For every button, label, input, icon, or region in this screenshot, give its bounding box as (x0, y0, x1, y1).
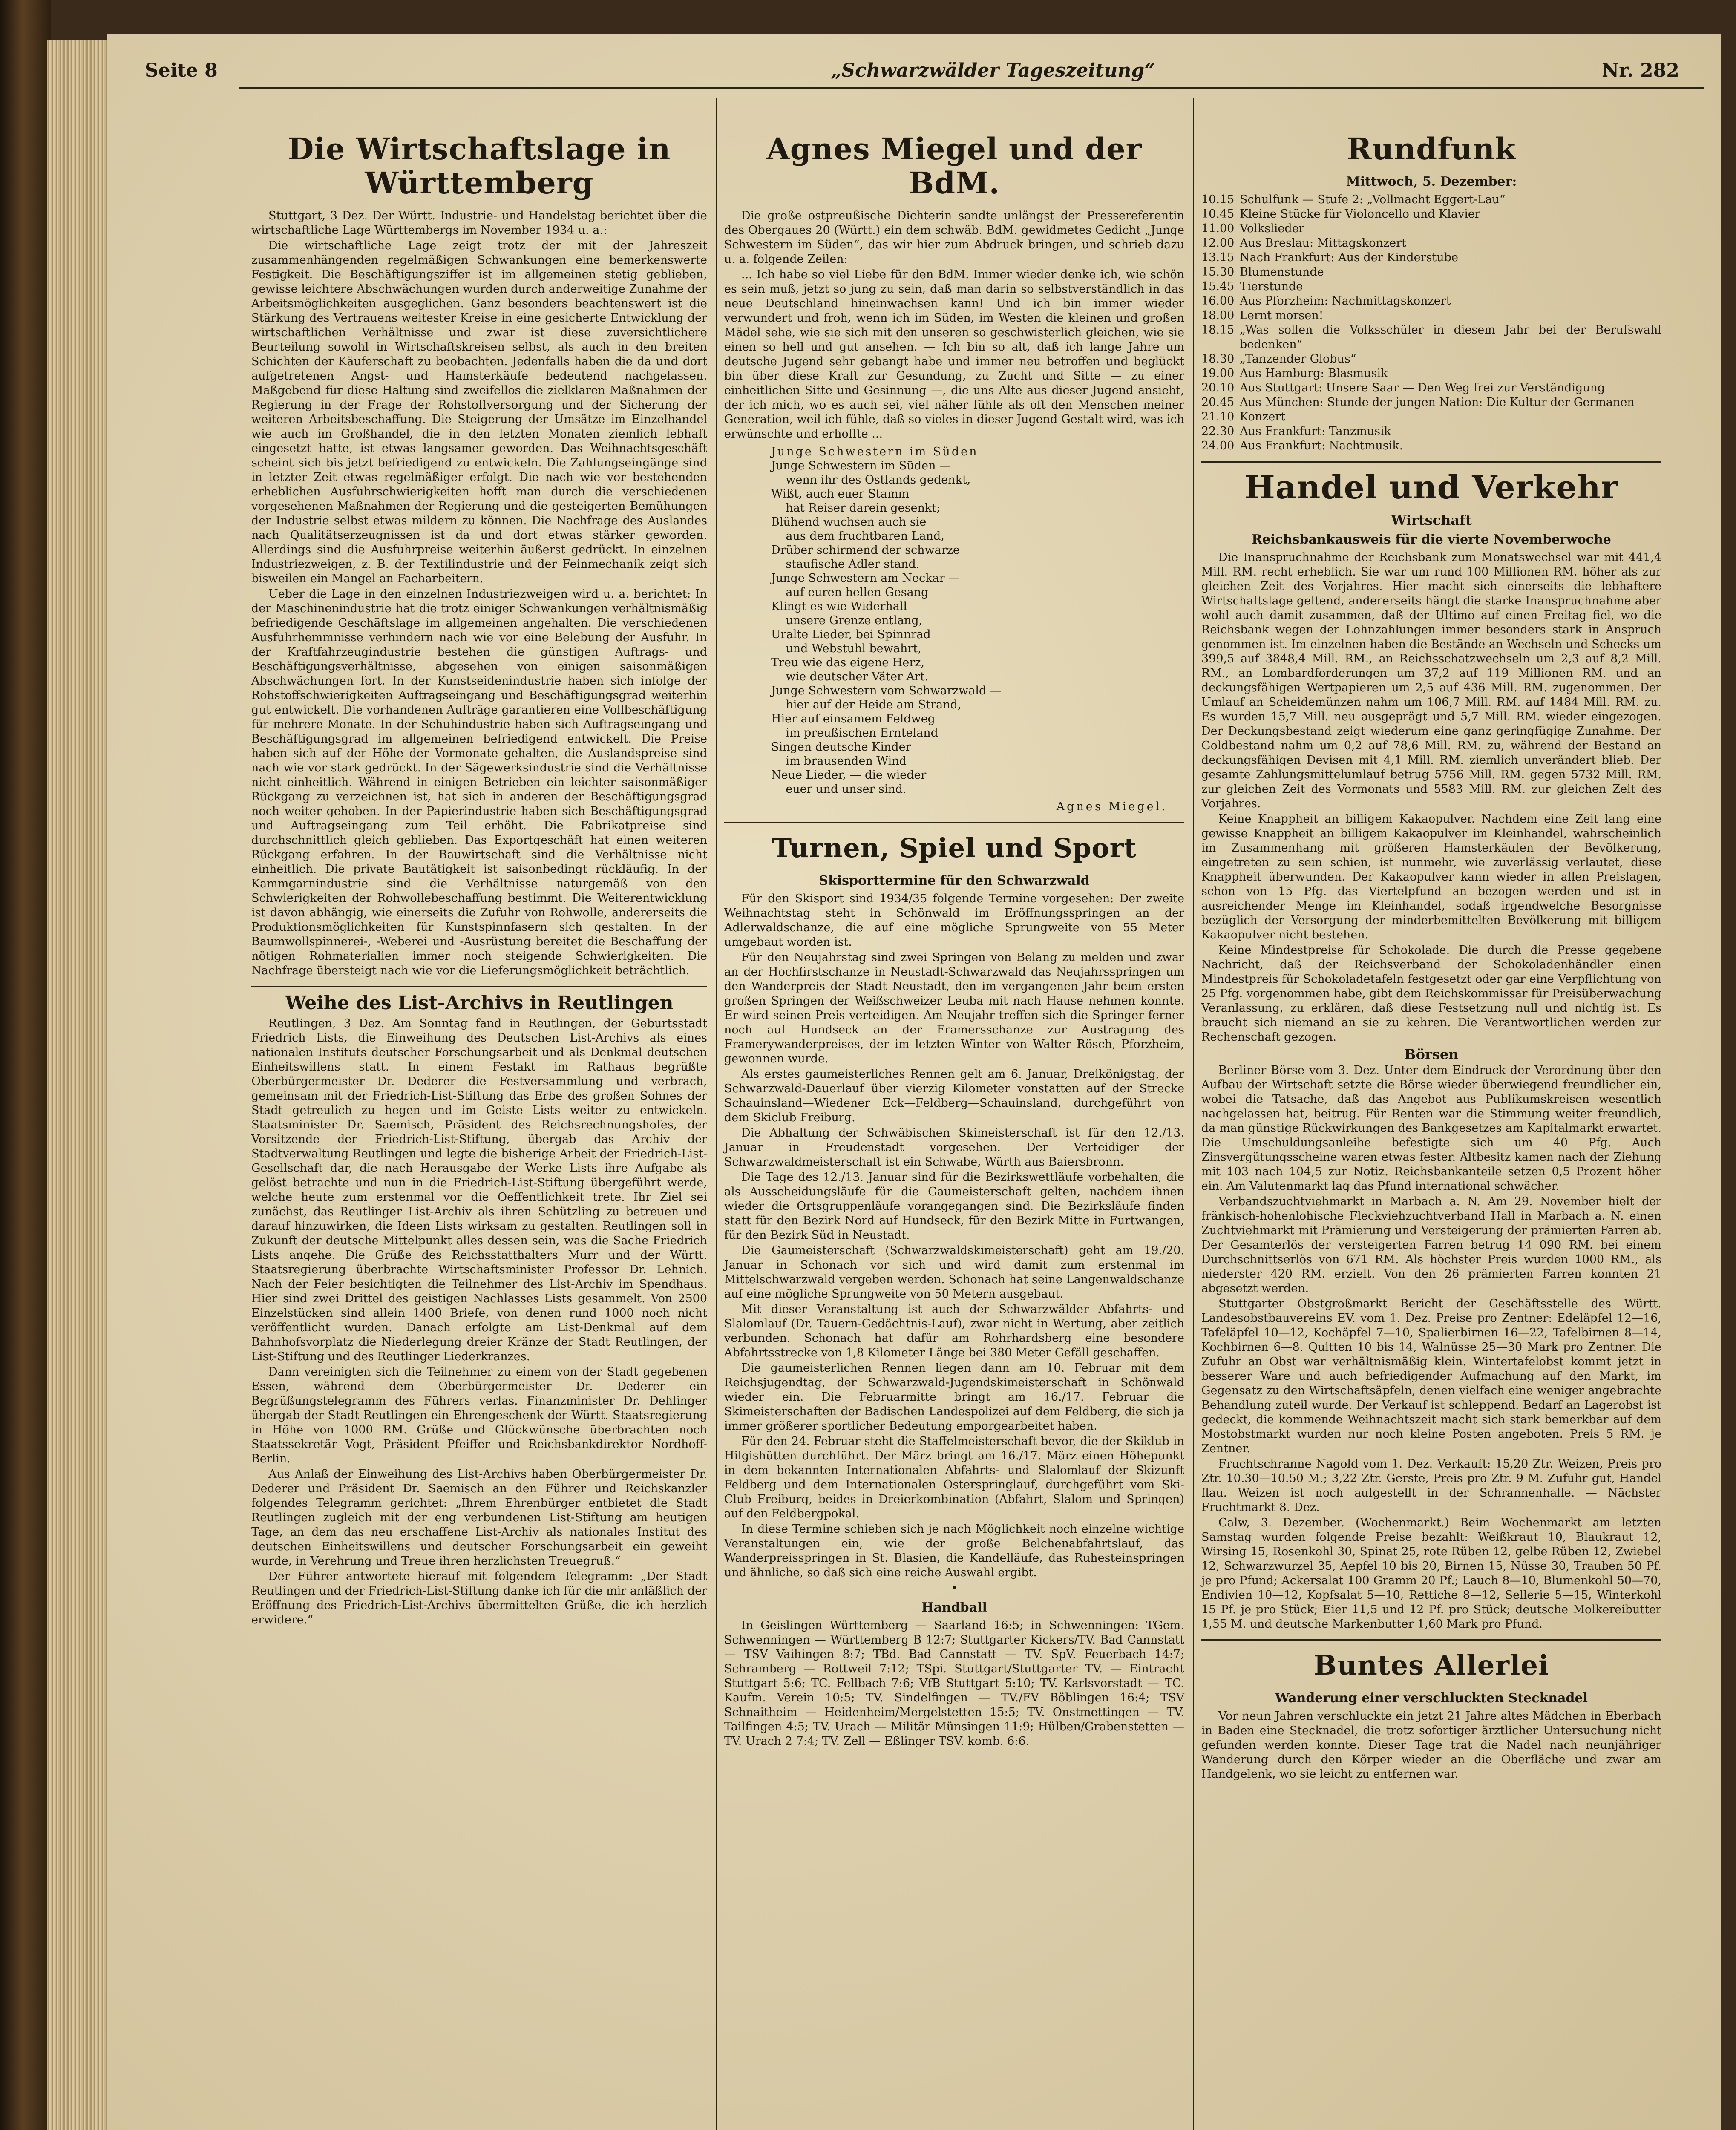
poem-line: wenn ihr des Ostlands gedenkt, (771, 473, 971, 486)
article-paragraph: Für den 24. Februar steht die Staffelmeisterschaft bevor, die der Skiklub in Hilgishütten durchführt. Der März bringt am 16./17. März einen Höhepunkt in dem bekannten Internationalen Abfahrts- und Slalomlauf der Skizunft Feldberg und dem Internationalen Osterspringlauf, durchgeführt vom Ski-Club Freiburg, beides in Dreierkombination (Abfahrt, Slalom und Springen) auf den Feldbergpokal. (724, 1435, 1184, 1520)
radio-program: Aus Frankfurt: Nachtmusik. (1240, 439, 1403, 452)
radio-program: Volkslieder (1240, 222, 1304, 235)
divider (1201, 461, 1661, 463)
poem-line: Junge Schwestern am Neckar — (771, 572, 960, 585)
radio-program: Aus Frankfurt: Tanzmusik (1240, 425, 1391, 438)
poem-line: Klingt es wie Widerhall (771, 600, 907, 613)
radio-time: 19.00 (1201, 367, 1235, 380)
radio-time: 12.00 (1201, 236, 1235, 250)
divider (251, 986, 707, 987)
article-paragraph: Die Gaumeisterschaft (Schwarzwaldskimeisterschaft) geht am 19./20. Januar in Schonach vor sich und wird damit zum erstenmal im Mittelschwarzwald vergeben werden. Schonach hat seine Langenwaldschanze auf eine mögliche Sprungweite von 50 Metern ausgebaut. (724, 1244, 1184, 1301)
poem-line: unsere Grenze entlang, (771, 614, 923, 627)
radio-program-item (1201, 308, 1661, 323)
radio-program-item (1201, 265, 1661, 279)
radio-time: 13.15 (1201, 251, 1235, 264)
poem-line: Wißt, auch euer Stamm (771, 487, 910, 501)
poem-line: aus dem fruchtbaren Land, (771, 530, 944, 543)
section-headline: Turnen, Spiel und Sport (772, 832, 1137, 864)
radio-time: 11.00 (1201, 222, 1235, 235)
poem-line: hat Reiser darein gesenkt; (771, 501, 941, 515)
poem-line: Singen deutsche Kinder (771, 740, 911, 754)
radio-time: 10.15 (1201, 193, 1235, 206)
article-paragraph: Die gaumeisterlichen Rennen liegen dann am 10. Februar mit dem Reichsjugendtag, der Schwarzwald-Jugendskimeisterschaft in Schönwald wieder ein. Die Februarmitte bringt am 16./17. Februar die Skimeisterschaften der Badischen Landespolizei auf dem Feldberg, die sich ja immer größerer sportlicher Bedeutung emporgearbeitet haben. (724, 1361, 1184, 1433)
article-paragraph: Keine Mindestpreise für Schokolade. Die durch die Presse gegebene Nachricht, daß der Reichsverband der Schokoladenhändler einen Mindestpreis für Schokoladetafeln festgesetzt oder gar eine Verpflichtung von 25 Pfg. vorgenommen habe, gibt dem Reichskommissar für Preisüberwachung Veranlassung, zu erklären, daß diese Festsetzung null und nichtig ist. Es braucht sich niemand an sie zu kehren. Die Verantwortlichen werden zur Rechenschaft gezogen. (1201, 944, 1661, 1044)
article-subheadline: Reichsbankausweis für die vierte Novemberwoche (1252, 532, 1611, 547)
article-paragraph: Fruchtschranne Nagold vom 1. Dez. Verkauft: 15,20 Ztr. Weizen, Preis pro Ztr. 10.30—10.50 M.; 3,22 Ztr. Gerste, Preis pro Ztr. 9 M. Zufuhr gut, Handel flau. Weizen ist noch aufgestellt in der Schrannenhalle. — Nächster Fruchtmarkt 8. Dez. (1201, 1457, 1661, 1514)
poem-line: im preußischen Ernteland (771, 726, 938, 740)
radio-time: 16.00 (1201, 294, 1235, 308)
article-paragraph: Die Tage des 12./13. Januar sind für die Bezirkswettläufe vorbehalten, die als Ausscheidungsläufe für die Gaumeisterschaft gelten, nachdem ihnen wieder die Ortsgruppenläufe vorangegangen sind. Die Bezirksläufe finden statt für den Bezirk Nord auf Hundseck, für den Bezirk Mitte in Furtwangen, für den Bezirk Süd in Neustadt. (724, 1171, 1184, 1242)
article-paragraph: Als erstes gaumeisterliches Rennen gelt am 6. Januar, Dreikönigstag, der Schwarzwald-Dauerlauf über vierzig Kilometer vonstatten auf der Strecke Schauinsland—Wiedener Eck—Feldberg—Schauinsland, durchgeführt von dem Skiclub Freiburg. (724, 1068, 1184, 1124)
radio-program: Aus München: Stunde der jungen Nation: Die Kultur der Germanen (1240, 396, 1635, 409)
poem-line: Treu wie das eigene Herz, (771, 656, 925, 669)
radio-program: Aus Pforzheim: Nachmittagskonzert (1240, 294, 1451, 308)
separator-dot: • (951, 1581, 958, 1595)
article-paragraph: Die Abhaltung der Schwäbischen Skimeisterschaft ist für den 12./13. Januar in Freudenstadt vorgesehen. Der Verteidiger der Schwarzwaldmeisterschaft ist ein Schwabe, Würth aus Baiersbronn. (724, 1126, 1184, 1169)
radio-time: 15.45 (1201, 280, 1235, 293)
column-rule-1 (716, 98, 717, 2130)
radio-program-list (1201, 193, 1661, 453)
rubric-label: Wirtschaft (1391, 512, 1472, 528)
poem (771, 445, 1184, 796)
header-rule (239, 87, 1704, 89)
article-subheadline: Handball (921, 1600, 987, 1615)
divider (724, 822, 1184, 823)
radio-program: Schulfunk — Stufe 2: „Vollmacht Eggert-Lau“ (1240, 193, 1506, 206)
page-edges (47, 40, 111, 2130)
radio-time: 18.00 (1201, 309, 1235, 322)
article-headline: Agnes Miegel und der BdM. (766, 131, 1142, 201)
poem-line: Blühend wuchsen auch sie (771, 515, 927, 529)
poem-author: Agnes Miegel. (1056, 800, 1167, 813)
article-paragraph: Berliner Börse vom 3. Dez. Unter dem Eindruck der Verordnung über den Aufbau der Wirtschaft setzte die Börse wieder überwiegend freundlicher ein, wobei die Tatsache, daß das Angebot aus Publikumskreisen wesentlich nachgelassen hat, beitrug. Für Renten war die Stimmung weiter freundlich, da man günstige Rückwirkungen des Bankgesetzes am Kapitalmarkt erwartet. Die Umschuldungsanleihe befestigte sich um 40 Pfg. Auch Zinsvergütungsscheine waren etwas fester. Altbesitz kamen nach der Ziehung mit 103 nach 104,5 zur Notiz. Reichsbankanteile setzen 0,5 Prozent höher ein. Am Valutenmarkt lag das Pfund international schwächer. (1201, 1064, 1661, 1193)
article-paragraph: Mit dieser Veranstaltung ist auch der Schwarzwälder Abfahrts- und Slalomlauf (Dr. Tauern-Gedächtnis-Lauf), zwar nicht in Wertung, aber zeitlich verbunden. Schonach hat dafür am Rohrhardsberg eine besondere Abfahrtsstrecke von 1,8 Kilometer Länge bei 380 Meter Gefäll geschaffen. (724, 1303, 1184, 1359)
article-headline: Die Wirtschaftslage in Württemberg (288, 131, 671, 201)
radio-time: 22.30 (1201, 425, 1235, 438)
article-paragraph: Dann vereinigten sich die Teilnehmer zu einem von der Stadt gegebenen Essen, während dem Oberbürgermeister Dr. Dederer ein Begrüßungstelegramm des Führers verlas. Finanzminister Dr. Dehlinger übergab der Stadt Reutlingen ein Ehrengeschenk der Württ. Staatsregierung in Höhe von 1000 RM. Grüße und Glückwünsche überbrachten noch Staatssekretär Vogt, Präsident Pfeiffer und Reichsbankdirektor Nordhoff-Berlin. (251, 1365, 707, 1465)
column-rundfunk-handel (1201, 128, 1661, 1782)
article-paragraph: Verbandszuchtviehmarkt in Marbach a. N. Am 29. November hielt der fränkisch-hohenlohische Fleckviehzuchtverband Hall in Marbach a. N. einen Zuchtviehmarkt mit Prämierung und Versteigerung der prämierten Farren ab. Der Gesamterlös der versteigerten Farren betrug 14 090 RM. bei einem Durchschnittserlös von 671 RM. Als höchster Preis wurden 1000 RM., als niederster 420 RM. erzielt. Von den 26 prämierten Farren konnten 21 abgesetzt werden. (1201, 1195, 1661, 1295)
radio-program: Konzert (1240, 410, 1286, 423)
article-paragraph: Aus Anlaß der Einweihung des List-Archivs haben Oberbürgermeister Dr. Dederer und Präsident Dr. Saemisch an den Führer und Reichskanzler folgendes Telegramm gerichtet: „Ihrem Ehrenbürger entbietet die Stadt Reutlingen zugleich mit der eng verbundenen List-Stiftung am heutigen Tage, an dem das neu erschaffene List-Archiv als nationales Institut des deutschen Einheitswillens und deutscher Forschungsarbeit ein geweiht wurde, in Verehrung und Treue ihren herzlichsten Treuegruß.“ (251, 1468, 707, 1568)
article-headline: Weihe des List-Archivs in Reutlingen (285, 992, 674, 1014)
article-paragraph: In diese Termine schieben sich je nach Möglichkeit noch einzelne wichtige Veranstaltungen ein, wie der große Belchenabfahrtslauf, das Wanderpreisspringen in St. Blasien, die Kandelläufe, das Ruhesteinspringen und ähnliche, so daß sich eine reiche Auswahl ergibt. (724, 1523, 1184, 1579)
radio-program: „Was sollen die Volksschüler in diesem Jahr bei der Berufswahl bedenken“ (1240, 323, 1661, 351)
article-paragraph: Der Führer antwortete hierauf mit folgendem Telegramm: „Der Stadt Reutlingen und der Friedrich-List-Stiftung danke ich für die mir anläßlich der Eröffnung des Friedrich-List-Archivs übermittelten Grüße, die ich herzlich erwidere.“ (251, 1570, 707, 1626)
article-paragraph: Für den Skisport sind 1934/35 folgende Termine vorgesehen: Der zweite Weihnachtstag steht in Schönwald im Eröffnungsspringen an der Adlerwaldschanze, die auf eine mögliche Sprungweite von 55 Meter umgebaut worden ist. (724, 892, 1184, 949)
article-paragraph: Die wirtschaftliche Lage zeigt trotz der mit der Jahreszeit zusammenhängenden regelmäßigen Schwankungen eine bemerkenswerte Festigkeit. Die Beschäftigungsziffer ist im allgemeinen stetig geblieben, gewisse leichtere Abschwächungen wurden durch anderweitige Zunahme der Arbeitsmöglichkeiten ausgeglichen. Ganz besonders beachtenswert ist die Stärkung des Vertrauens weitester Kreise in eine gesicherte Entwicklung der wirtschaftlichen Verhältnisse und zwar ist diese zuversichtlichere Beurteilung sowohl in Wirtschaftskreisen selbst, als auch in den breiten Schichten der Käuferschaft zu beobachten. Jedenfalls haben die da und dort aufgetretenen Angst- und Hamsterkäufe bedeutend nachgelassen. Maßgebend für diese Haltung sind zweifellos die zielklaren Maßnahmen der Regierung in der Frage der Rohstoffversorgung und der Sicherung der weiteren Arbeitsbeschaffung. Die Steigerung der Umsätze im Einzelhandel wie auch im Großhandel, die in den letzten Monaten ziemlich lebhaft eingesetzt hatte, ist etwas langsamer geworden. Das Weihnachtsgeschäft scheint sich bis jetzt befriedigend zu entwickeln. Die Zahlungseingänge sind in letzter Zeit etwas regelmäßiger erfolgt. Die nach wie vor bestehenden erheblichen Ausfuhrschwierigkeiten hofft man durch die verschiedenen vorgesehenen Maßnahmen der Regierung und die gesteigerten Bemühungen der Industrie selbst etwas mildern zu können. Die Nachfrage des Auslandes nach Qualitätserzeugnissen ist da und dort etwas stärker geworden. Allerdings sind die Ausfuhrpreise weiterhin äußerst gedrückt. In einzelnen Industriezweigen, z. B. der Textilindustrie und der Feinmechanik zeigt sich bisweilen ein Mangel an Facharbeitern. (251, 239, 707, 585)
radio-program-item (1201, 222, 1661, 236)
article-subheadline: Wanderung einer verschluckten Stecknadel (1275, 1691, 1588, 1706)
radio-program-item (1201, 424, 1661, 439)
radio-program-item (1201, 323, 1661, 352)
radio-program: Aus Breslau: Mittagskonzert (1240, 236, 1406, 250)
radio-program: Tierstunde (1240, 280, 1303, 293)
radio-time: 20.45 (1201, 396, 1235, 409)
radio-time: 10.45 (1201, 207, 1235, 221)
radio-program: Blumenstunde (1240, 265, 1324, 279)
section-headline: Handel und Verkehr (1244, 468, 1618, 506)
article-subheadline: Skisporttermine für den Schwarzwald (819, 873, 1090, 888)
poem-line: auf euren hellen Gesang (771, 586, 929, 599)
article-paragraph: Stuttgart, 3 Dez. Der Württ. Industrie- und Handelstag berichtet über die wirtschaftliche Lage Württembergs im November 1934 u. a.: (251, 209, 707, 237)
radio-program-item (1201, 395, 1661, 410)
radio-program: Lernt morsen! (1240, 309, 1324, 322)
article-paragraph: In Geislingen Württemberg — Saarland 16:5; in Schwenningen: TGem. Schwenningen — Württemberg B 12:7; Stuttgarter Kickers/TV. Bad Cannstatt — TSV Vaihingen 8:7; TBd. Bad Cannstatt — TV. SpV. Feuerbach 14:7; Schramberg — Rottweil 7:12; TSpi. Stuttgart/Stuttgarter TV. — Eintracht Stuttgart 5:6; TC. Fellbach 7:6; VfB Stuttgart 5:10; TV. Karlsvorstadt — TC. Kaufm. Verein 10:5; TV. Sindelfingen — TV./FV Böblingen 16:4; TSV Schnaitheim — Heidenheim/Mergelstetten 15:5; TV. Onstmettingen — TV. Tailfingen 4:5; TV. Urach — Militär Münsingen 11:9; Hülben/Grabenstetten — TV. Urach 2 7:4; TV. Zell — Eßlinger TSV. komb. 6:6. (724, 1619, 1184, 1748)
column-miegel-sport (724, 128, 1184, 1750)
radio-program-item (1201, 207, 1661, 222)
rubric-label: Börsen (1404, 1046, 1459, 1062)
article-paragraph: Stuttgarter Obstgroßmarkt Bericht der Geschäftsstelle des Württ. Landesobstbauvereins EV. vom 1. Dez. Preise pro Zentner: Edeläpfel 12—16, Tafeläpfel 10—12, Kochäpfel 7—10, Spalierbirnen 16—22, Tafelbirnen 8—14, Kochbirnen 6—8. Quitten 10 bis 14, Walnüsse 25—30 Mark pro Zentner. Die Zufuhr an Obst war verhältnismäßig klein. Wintertafelobst kommt jetzt in besserer Ware und auch befriedigender Aufmachung auf den Markt, im Gegensatz zu den Wirtschaftsäpfeln, denen vielfach eine weniger angebrachte Behandlung zuteil wurde. Der Verkauf ist schleppend. Bedarf an Lagerobst ist gedeckt, die kommende Weihnachtszeit macht sich stark bemerkbar auf dem Mostobstmarkt wurden nur noch kleine Posten angeboten. Preis 5 RM. je Zentner. (1201, 1297, 1661, 1455)
section-headline: Rundfunk (1347, 131, 1516, 167)
poem-line: hier auf der Heide am Strand, (771, 698, 962, 711)
article-paragraph: Für den Neujahrstag sind zwei Springen von Belang zu melden und zwar an der Hochfirstschanze in Neustadt-Schwarzwald das Neujahrsspringen um den Wanderpreis der Stadt Neustadt, den im vergangenen Jahr beim ersten großen Springen der Weißschweizer Leuba mit nach Hause nehmen konnte. Er wird seinen Preis verteidigen. Am Neujahr treffen sich die Springer ferner noch auf Hundseck an der Framersschanze zur Austragung des Framerywanderpreises, der im letzten Winter von Walter Rösch, Pforzheim, gewonnen wurde. (724, 951, 1184, 1065)
radio-program-item (1201, 381, 1661, 395)
radio-program: Aus Hamburg: Blasmusik (1240, 367, 1388, 380)
poem-line: Junge Schwestern im Süden — (771, 459, 951, 472)
divider (1201, 1639, 1661, 1641)
radio-time: 18.15 (1201, 323, 1235, 337)
poem-line: Junge Schwestern im Süden (771, 445, 979, 458)
radio-program-item (1201, 439, 1661, 453)
poem-line: Junge Schwestern vom Schwarzwald — (771, 684, 1002, 697)
article-paragraph: Calw, 3. Dezember. (Wochenmarkt.) Beim Wochenmarkt am letzten Samstag wurden folgende Preise bezahlt: Weißkraut 10, Blaukraut 12, Wirsing 15, Rosenkohl 30, Spinat 25, rote Rüben 12, gelbe Rüben 12, Zwiebel 12, Schwarzwurzel 35, Aepfel 10 bis 20, Birnen 15, Nüsse 30, Trauben 50 Pf. je pro Pfund; Ackersalat 100 Gramm 20 Pf.; Lauch 8—10, Blumenkohl 50—70, Endivien 10—12, Kopfsalat 5—10, Rettiche 8—12, Sellerie 5—15, Winterkohl 15 Pf. je pro Stück; Eier 11,5 und 12 Pf. pro Stück; deutsche Molkereibutter 1,55 M. und deutsche Markenbutter 1,60 Mark pro Pfund. (1201, 1516, 1661, 1631)
issue-number: Nr. 282 (1602, 60, 1679, 81)
column-wirtschaft (251, 128, 707, 1628)
radio-program-item (1201, 193, 1661, 207)
article-paragraph: Reutlingen, 3 Dez. Am Sonntag fand in Reutlingen, der Geburtsstadt Friedrich Lists, die Einweihung des Deutschen List-Archivs als eines nationalen Instituts deutscher Forschungsarbeit und als Denkmal deutschen Einheitswillens statt. In einem Festakt im Rathaus begrüßte Oberbürgermeister Dr. Dederer die Festversammlung und verbrach, gemeinsam mit der Friedrich-List-Stiftung das Erbe des großen Sohnes der Stadt getreulich zu hegen und im Geiste Lists weiter zu entwickeln. Staatsminister Dr. Saemisch, Präsident des Reichsrechnungshofes, der Vorsitzende der Friedrich-List-Stiftung, übergab das Archiv der Stadtverwaltung Reutlingen und legte die bisherige Arbeit der Friedrich-List-Gesellschaft dar, die nach Herausgabe der Werke Lists ihre Aufgabe als gelöst betrachte und nun in die Friedrich-List-Stiftung übergeführt werde, welche heute zum erstenmal vor die Oeffentlichkeit trete. Ihr Ziel sei zunächst, das Reutlinger List-Archiv als ihren Schützling zu betreuen und darauf hinzuwirken, die Ideen Lists wirksam zu gestalten. Reutlingen soll in Zukunft der deutsche Mittelpunkt alles dessen sein, was die Sache Friedrich Lists angehe. Die Grüße des Reichsstatthalters Murr und der Württ. Staatsregierung überbrachte Wirtschaftsminister Professor Dr. Lehnich. Nach der Feier besichtigten die Teilnehmer des List-Archiv im Spendhaus. Hier sind zwei Drittel des geistigen Nachlasses Lists gesammelt. Von 2500 Einzelstücken sind allein 1400 Briefe, von denen rund 1000 noch nicht veröffentlicht wurden. Danach erfolgte am List-Denkmal auf dem Bahnhofsvorplatz die Niederlegung dreier Kränze der Stadt Reutlingen, der List-Stiftung und des Reutlinger Liederkranzes. (251, 1017, 707, 1363)
radio-time: 24.00 (1201, 439, 1235, 452)
article-paragraph: Die große ostpreußische Dichterin sandte unlängst der Pressereferentin des Obergaues 20 (Württ.) ein dem schwäb. BdM. gewidmetes Gedicht „Junge Schwestern im Süden“, das wir hier zum Abdruck bringen, und schrieb dazu u. a. folgende Zeilen: (724, 209, 1184, 266)
radio-program: „Tanzender Globus“ (1240, 352, 1356, 366)
poem-line: Neue Lieder, — die wieder (771, 769, 927, 782)
section-headline: Buntes Allerlei (1313, 1649, 1549, 1681)
radio-time: 20.10 (1201, 381, 1235, 394)
article-paragraph: Keine Knappheit an billigem Kakaopulver. Nachdem eine Zeit lang eine gewisse Knappheit an billigem Kakaopulver im Kleinhandel, wahrscheinlich im Zusammenhang mit größeren Hamsterkäufen der Bevölkerung, eingetreten zu sein schien, ist nunmehr, wie zuverlässig verlautet, diese Knappheit überwunden. Der Kakaopulver kann wieder in allen Preislagen, schon von 15 Pfg. das Viertelpfund an bezogen werden und ist in ausreichender Menge im Kleinhandel, sodaß irgendwelche Besorgnisse bezüglich der Versorgung der minderbemittelten Bevölkerung mit billigem Kakaopulver nicht bestehen. (1201, 812, 1661, 941)
article-paragraph: ... Ich habe so viel Liebe für den BdM. Immer wieder denke ich, wie schön es sein muß, jetzt so jung zu sein, daß man darin so selbstverständlich in das neue Deutschland hineinwachsen kann! Und ich bin immer wieder verwundert und froh, wenn ich im Süden, im Westen die kleinen und großen Mädel sehe, wie sie sich mit den unseren so geschwisterlich gleichen, wie sie einen so hell und gut ansehen. — Ich bin so alt, daß ich lange Jahre um deutsche Jugend sehr gebangt habe und immer neu betroffen und beglückt bin über diese Kraft zur Gesundung, zu Zucht und Sitte — zu einer einheitlichen Sitte und Gesinnung —, die uns Alte aus dieser Jugend ansieht, der ich mich, wo es auch sei, viel näher fühle als oft den Menschen meiner Generation, weil ich fühle, daß so vieles in dieser Jugend Gestalt wird, was ich erwünschte und erhoffte ... (724, 268, 1184, 440)
radio-program-item (1201, 236, 1661, 250)
radio-time: 18.30 (1201, 352, 1235, 366)
article-paragraph: Ueber die Lage in den einzelnen Industriezweigen wird u. a. berichtet: In der Maschinenindustrie hat die trotz einiger Schwankungen verhältnismäßig befriedigende Geschäftslage im allgemeinen angehalten. Die verschiedenen Ausfuhrhemmnisse verhindern nach wie vor eine Belebung der Ausfuhr. In der Kraftfahrzeugindustrie bestehen die günstigen Auftrags- und Beschäftigungsverhältnisse, abgesehen von einigen saisonmäßigen Abschwächungen fort. In der Kunstseidenindustrie haben sich infolge der Rohstoffschwierigkeiten Auftragseingang und Beschäftigungsgrad weiterhin gut entwickelt. Die vorhandenen Aufträge garantieren eine Vollbeschäftigung für mehrere Monate. In der Schuhindustrie haben sich Auftragseingang und Beschäftigungsgrad im allgemeinen befriedigend entwickelt. Die Preise haben sich auf der Höhe der Vormonate gehalten, die Auslandspreise sind nach wie vor stark gedrückt. In der Sägewerksindustrie sind die Verhältnisse nicht einheitlich. Während in einigen Betrieben ein leichter saisonmäßiger Rückgang zu verzeichnen ist, hat sich in anderen der Beschäftigungsgrad noch weiter gehoben. In der Papierindustrie haben sich Beschäftigungsgrad und Auftragseingang zum Teil erhöht. Die Fabrikatpreise sind durchschnittlich gleich geblieben. Das Exportgeschäft hat einen weiteren Rückgang erfahren. In der Bauwirtschaft sind die Verhältnisse nicht einheitlich. Die private Bautätigkeit ist saisonbedingt rückläufig. In der Kammgarnindustrie sind die Verhältnisse naturgemäß von den Schwierigkeiten der Rohwollebeschaffung bestimmt. Die Weiterentwicklung ist davon abhängig, wie einerseits die Zufuhr von Rohwolle, andererseits die Produktionsmöglichkeiten für Kunstspinnfasern sich gestalten. In der Baumwollspinnerei-, -Weberei und -Ausrüstung bereitet die Beschaffung der nötigen Rohmaterialien immer noch steigende Schwierigkeiten. Die Nachfrage übersteigt nach wie vor die Lieferungsmöglichkeit beträchtlich. (251, 587, 707, 977)
program-date: Mittwoch, 5. Dezember: (1346, 174, 1517, 189)
poem-line: Hier auf einsamem Feldweg (771, 712, 935, 725)
radio-program-item (1201, 352, 1661, 366)
poem-line: staufische Adler stand. (771, 558, 920, 571)
poem-line: Drüber schirmend der schwarze (771, 544, 960, 557)
radio-program: Aus Stuttgart: Unsere Saar — Den Weg frei zur Verständigung (1240, 381, 1605, 394)
poem-line: euer und unser sind. (771, 783, 907, 796)
radio-program-item (1201, 410, 1661, 424)
poem-line: und Webstuhl bewahrt, (771, 642, 921, 655)
poem-line: im brausenden Wind (771, 754, 907, 768)
book-spine (0, 0, 51, 2130)
column-rule-2 (1193, 98, 1194, 2130)
article-paragraph: Die Inanspruchnahme der Reichsbank zum Monatswechsel war mit 441,4 Mill. RM. recht erheblich. Sie war um rund 100 Millionen RM. höher als zur gleichen Zeit des Vorjahres. Hier macht sich einerseits die lebhaftere Wirtschaftslage geltend, andererseits hängt die starke Inanspruchnahme aber wohl auch damit zusammen, daß der Ultimo auf einen Freitag fiel, wo die Reichsbank wegen der Lohnzahlungen immer besonders stark in Anspruch genommen ist. Im einzelnen haben die Bestände an Wechseln und Schecks um 399,5 auf 3848,4 Mill. RM., an Reichsschatzwechseln um 2,3 auf 8,2 Mill. RM., an Lombardforderungen um 37,2 auf 119 Millionen RM. und an deckungsfähigen Wertpapieren um 2,5 auf 436 Mill. RM. zugenommen. Der Umlauf an Scheidemünzen nahm um 106,7 Mill. RM. auf 1484 Mill. RM. zu. Es wurden 15,7 Mill. neu ausgeprägt und 5,7 Mill. RM. wieder eingezogen. Der Deckungsbestand zeigt wiederum eine ganz geringfügige Zunahme. Der Goldbestand nahm um 0,2 auf 78,6 Mill. RM. zu, während der Bestand an deckungsfähigen Devisen mit 4,1 Mill. RM. ziemlich unverändert blieb. Der gesamte Zahlungsmittelumlauf betrug 5756 Mill. RM. gegen 5732 Mill. RM. zur gleichen Zeit des Vormonats und 5583 Mill. RM. zur gleichen Zeit des Vorjahres. (1201, 551, 1661, 810)
article-paragraph: Vor neun Jahren verschluckte ein jetzt 21 Jahre altes Mädchen in Eberbach in Baden eine Stecknadel, die trotz sofortiger ärztlicher Untersuchung nicht gefunden werden konnte. Dieser Tage trat die Nadel nach neunjähriger Wanderung durch den Körper wieder an die Oberfläche und zwar am Handgelenk, wo sie leicht zu entfernen war. (1201, 1710, 1661, 1781)
page-number: Seite 8 (145, 60, 218, 81)
radio-program-item (1201, 366, 1661, 381)
radio-program: Nach Frankfurt: Aus der Kinderstube (1240, 251, 1458, 264)
radio-program-item (1201, 279, 1661, 294)
radio-time: 21.10 (1201, 410, 1235, 423)
poem-line: Uralte Lieder, bei Spinnrad (771, 628, 931, 641)
radio-program-item (1201, 294, 1661, 308)
radio-time: 15.30 (1201, 265, 1235, 279)
radio-program-item (1201, 250, 1661, 265)
poem-line: wie deutscher Väter Art. (771, 670, 929, 683)
newspaper-title: „Schwarzwälder Tageszeitung“ (831, 60, 1155, 81)
radio-program: Kleine Stücke für Violoncello und Klavier (1240, 207, 1480, 221)
